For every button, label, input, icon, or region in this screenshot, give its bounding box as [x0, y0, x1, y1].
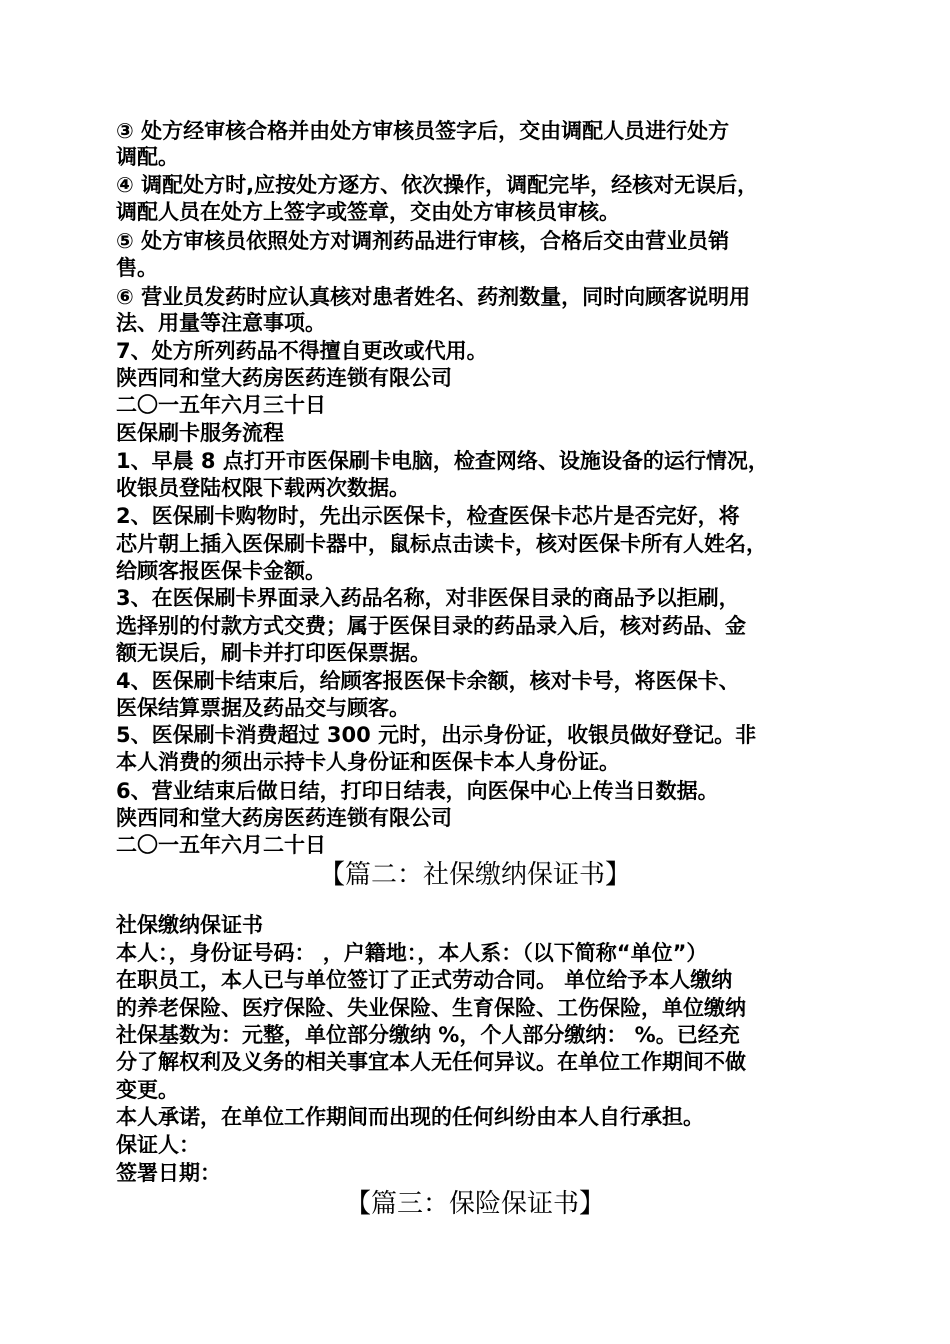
- text-line: 选择别的付款方式交费；属于医保目录的药品录入后，核对药品、金: [116, 614, 746, 638]
- text-line: 在职员工，本人已与单位签订了正式劳动合同。 单位给予本人缴纳: [116, 968, 733, 992]
- text-line: ⑥ 营业员发药时应认真核对患者姓名、药剂数量，同时向顾客说明用: [116, 285, 751, 309]
- text-line: 分了解权利及义务的相关事宜本人无任何异议。在单位工作期间不做: [116, 1050, 746, 1074]
- text-line: 7、处方所列药品不得擅自更改或代用。: [116, 339, 488, 363]
- text-line: 的养老保险、医疗保险、失业保险、生育保险、工伤保险，单位缴纳: [116, 996, 746, 1020]
- text-line: 5、医保刷卡消费超过 300 元时，出示身份证，收银员做好登记。非: [116, 723, 757, 747]
- text-line: 二〇一五年六月二十日: [116, 833, 326, 857]
- text-line: 保证人：: [116, 1133, 200, 1157]
- text-line: 调配。: [116, 145, 179, 169]
- text-line: 芯片朝上插入医保刷卡器中，鼠标点击读卡，核对医保卡所有人姓名，: [116, 532, 767, 556]
- text-line: 3、在医保刷卡界面录入药品名称，对非医保目录的商品予以拒刷，: [116, 586, 740, 610]
- text-line: 6、营业结束后做日结，打印日结表，向医保中心上传当日数据。: [116, 779, 719, 803]
- text-line: ⑤ 处方审核员依照处方对调剂药品进行审核，合格后交由营业员销: [116, 229, 730, 253]
- text-line: 社保基数为：元整，单位部分缴纳 %，个人部分缴纳： %。已经充: [116, 1023, 740, 1047]
- text-line: 签署日期：: [116, 1161, 221, 1185]
- text-line: 售。: [116, 256, 158, 280]
- text-line: 4、医保刷卡结束后，给顾客报医保卡余额，核对卡号，将医保卡、: [116, 669, 740, 693]
- text-line: 本人：，身份证号码： ，户籍地：，本人系：（以下简称“单位”）: [116, 941, 708, 965]
- text-line: ④ 调配处方时,应按处方逐方、依次操作，调配完毕，经核对无误后，: [116, 173, 759, 197]
- text-line: ③ 处方经审核合格并由处方审核员签字后，交由调配人员进行处方: [116, 119, 730, 143]
- text-line: 2、医保刷卡购物时，先出示医保卡，检查医保卡芯片是否完好，将: [116, 504, 740, 528]
- text-line: 社保缴纳保证书: [116, 913, 263, 937]
- text-line: 调配人员在处方上签字或签章，交由处方审核员审核。: [116, 200, 620, 224]
- text-line: 收银员登陆权限下载两次数据。: [116, 476, 410, 500]
- text-line: 法、用量等注意事项。: [116, 311, 326, 335]
- section-heading: 【篇三：保险保证书】: [344, 1189, 605, 1219]
- text-line: 1、早晨 8 点打开市医保刷卡电脑，检查网络、设施设备的运行情况，: [116, 449, 769, 473]
- text-line: 给顾客报医保卡金额。: [116, 559, 326, 583]
- text-line: 陕西同和堂大药房医药连锁有限公司: [116, 366, 452, 390]
- text-line: 变更。: [116, 1078, 179, 1102]
- text-line: 二〇一五年六月三十日: [116, 393, 326, 417]
- text-line: 医保结算票据及药品交与顾客。: [116, 696, 410, 720]
- text-line: 本人承诺，在单位工作期间而出现的任何纠纷由本人自行承担。: [116, 1105, 704, 1129]
- text-line: 额无误后，刷卡并打印医保票据。: [116, 641, 431, 665]
- text-line: 本人消费的须出示持卡人身份证和医保卡本人身份证。: [116, 750, 620, 774]
- text-line: 医保刷卡服务流程: [116, 421, 284, 445]
- section-heading: 【篇二：社保缴纳保证书】: [318, 860, 631, 890]
- text-line: 陕西同和堂大药房医药连锁有限公司: [116, 806, 452, 830]
